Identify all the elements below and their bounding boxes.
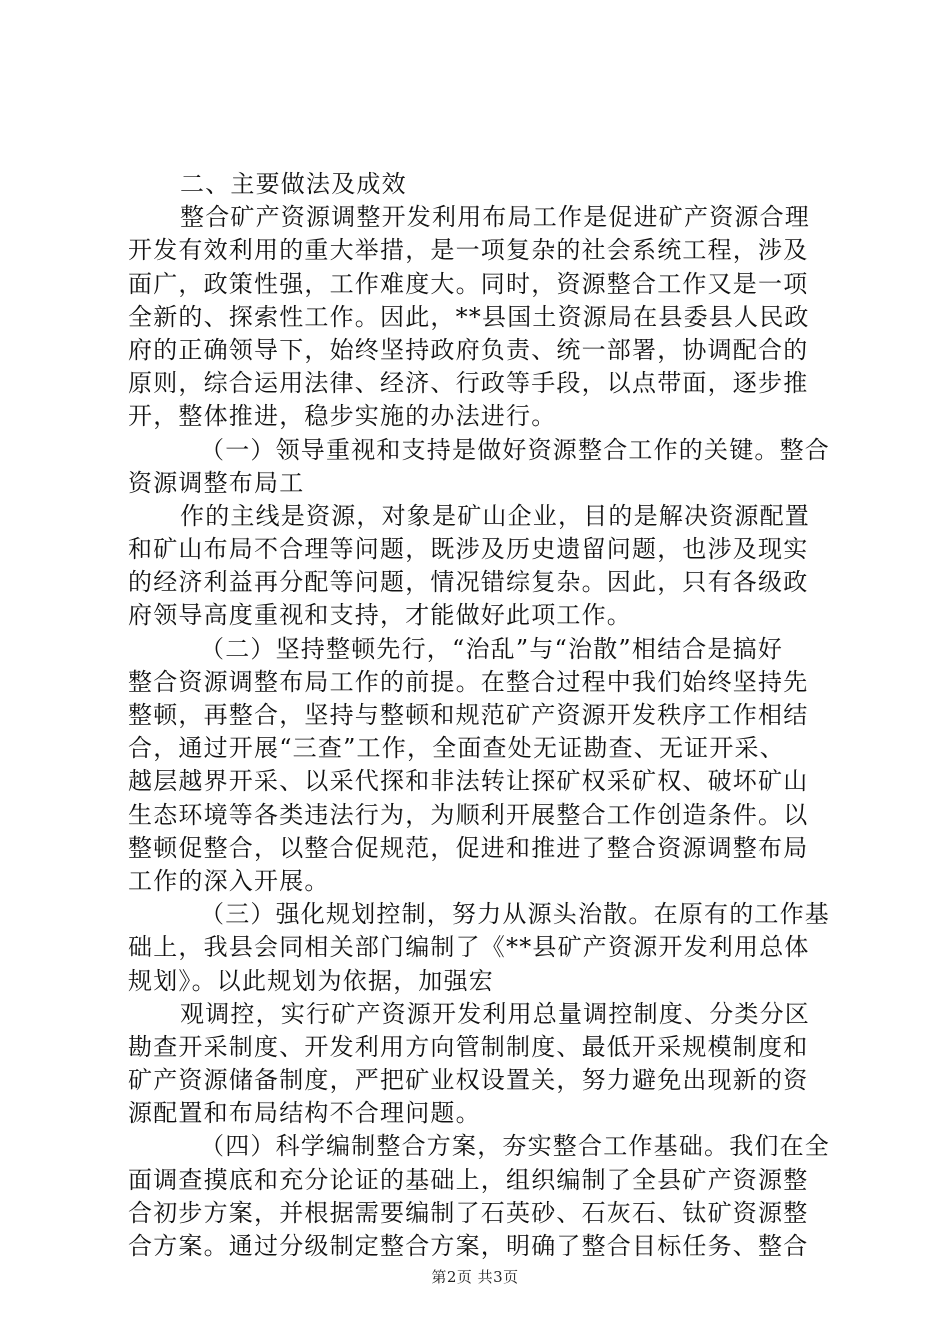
document-body [128, 168, 828, 1263]
text-line: 面调查摸底和充分论证的基础上，组织编制了全县矿产资源整 [128, 1165, 809, 1194]
text-line: （四）科学编制整合方案，夯实整合工作基础。我们在全 [200, 1132, 830, 1161]
text-line: 作的主线是资源，对象是矿山企业，目的是解决资源配置 [180, 501, 810, 530]
text-line: 二、主要做法及成效 [180, 170, 407, 198]
text-line: 源配置和布局结构不合理问题。 [128, 1099, 481, 1128]
text-line: 合方案。通过分级制定整合方案，明确了整合目标任务、整合 [128, 1232, 809, 1260]
text-line: 观调控，实行矿产资源开发利用总量调控制度、分类分区 [180, 999, 810, 1028]
text-line: 越层越界开采、以采代探和非法转让探矿权采矿权、破坏矿山 [128, 767, 809, 796]
text-line: 资源调整布局工 [128, 468, 305, 497]
text-line: 生态环境等各类违法行为，为顺利开展整合工作创造条件。以 [128, 800, 809, 829]
text-line: （二）坚持整顿先行，“治乱”与“治散”相结合是搞好 [200, 634, 784, 663]
text-line: 府领导高度重视和支持，才能做好此项工作。 [128, 601, 632, 630]
text-line: 开，整体推进，稳步实施的办法进行。 [128, 402, 557, 431]
text-line: 全新的、探索性工作。因此，**县国土资源局在县委县人民政 [128, 302, 810, 331]
text-line: 整合资源调整布局工作的前提。在整合过程中我们始终坚持先 [128, 667, 809, 696]
text-line: 合初步方案，并根据需要编制了石英砂、石灰石、钛矿资源整 [128, 1198, 809, 1227]
text-line: 合，通过开展“三查”工作，全面查处无证勘查、无证开采、 [128, 734, 785, 763]
text-line: 和矿山布局不合理等问题，既涉及历史遗留问题，也涉及现实 [128, 535, 809, 564]
text-line: （三）强化规划控制，努力从源头治散。在原有的工作基 [200, 900, 830, 929]
text-line: 整合矿产资源调整开发利用布局工作是促进矿产资源合理 [180, 203, 810, 232]
text-line: 整顿，再整合，坚持与整顿和规范矿产资源开发秩序工作相结 [128, 701, 809, 729]
text-line: 勘查开采制度、开发利用方向管制制度、最低开采规模制度和 [128, 1032, 809, 1061]
text-line: 规划》。以此规划为依据，加强宏 [128, 966, 494, 995]
text-line: 面广，政策性强，工作难度大。同时，资源整合工作又是一项 [128, 269, 809, 298]
text-line: 开发有效利用的重大举措，是一项复杂的社会系统工程，涉及 [128, 236, 809, 265]
text-line: 府的正确领导下，始终坚持政府负责、统一部署，协调配合的 [128, 335, 809, 364]
text-line: 整顿促整合，以整合促规范，促进和推进了整合资源调整布局 [128, 833, 809, 862]
text-line: 工作的深入开展。 [128, 866, 330, 895]
text-line: 矿产资源储备制度，严把矿业权设置关，努力避免出现新的资 [128, 1066, 809, 1095]
text-line: 原则，综合运用法律、经济、行政等手段，以点带面，逐步推 [128, 369, 809, 398]
page-footer: 第2页 共3页 [431, 1268, 519, 1286]
text-line: 的经济利益再分配等问题，情况错综复杂。因此，只有各级政 [128, 568, 809, 597]
text-line: 础上，我县会同相关部门编制了《**县矿产资源开发利用总体 [128, 933, 810, 962]
text-line: （一）领导重视和支持是做好资源整合工作的关键。整合 [200, 435, 830, 464]
